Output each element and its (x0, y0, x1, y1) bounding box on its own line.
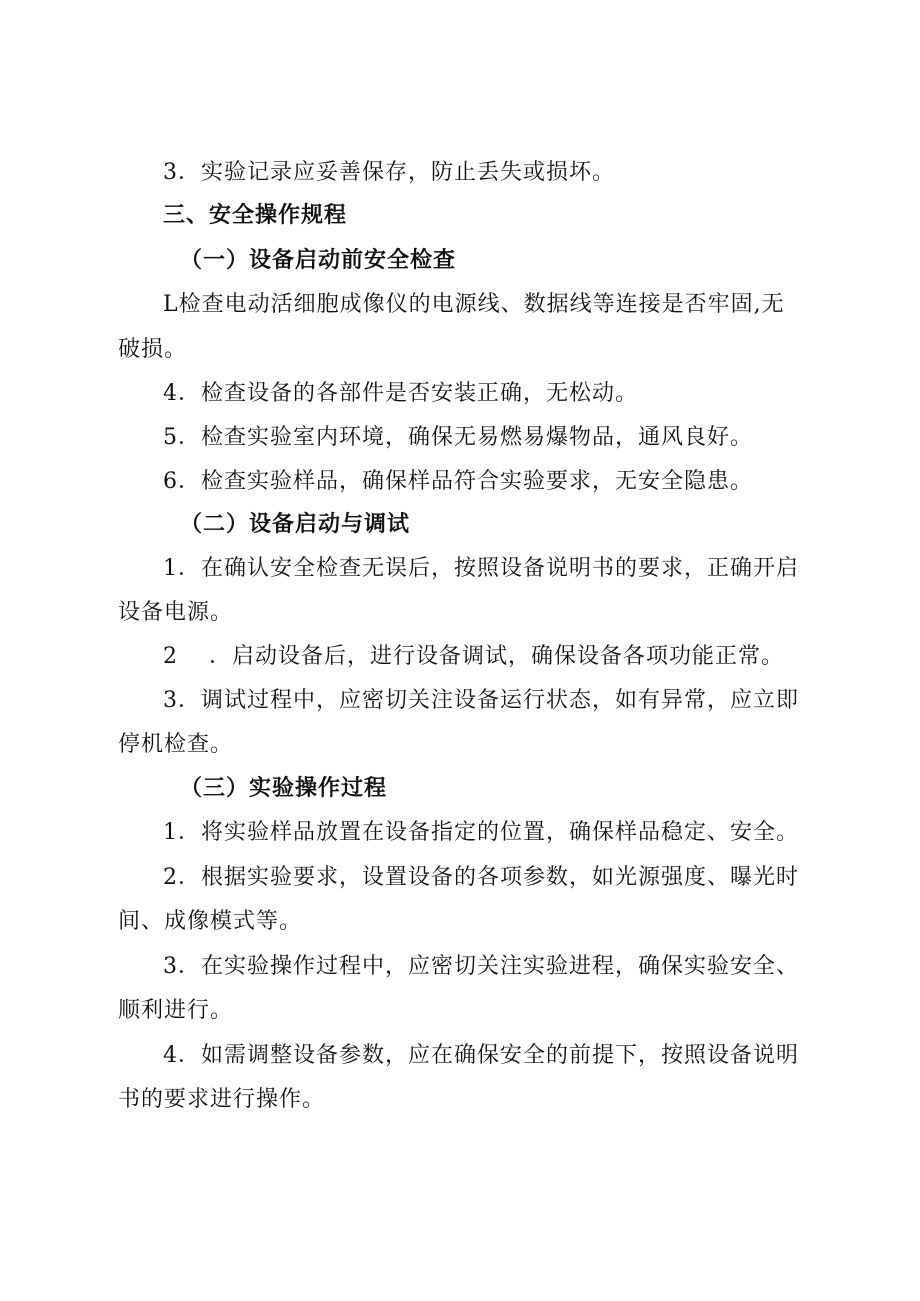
paragraph-startup-item-3-cont: 停机检查。 (118, 732, 234, 757)
paragraph-startup-item-1-cont: 设备电源。 (118, 600, 234, 625)
paragraph-startup-item-3: 3．调试过程中，应密切关注设备运行状态，如有异常，应立即 (163, 688, 799, 713)
paragraph-process-item-4: 4．如需调整设备参数，应在确保安全的前提下，按照设备说明 (163, 1043, 799, 1068)
paragraph-process-item-2: 2．根据实验要求，设置设备的各项参数，如光源强度、曝光时 (163, 865, 799, 890)
subsection-heading-experiment-process: （三）实验操作过程 (180, 776, 388, 801)
paragraph-item-5-environment-check: 5．检查实验室内环境，确保无易燃易爆物品，通风良好。 (163, 425, 753, 450)
paragraph-item-1-cable-check: L检查电动活细胞成像仪的电源线、数据线等连接是否牢固,无 (163, 292, 785, 317)
paragraph-item-1-cable-check-cont: 破损。 (118, 337, 188, 362)
paragraph-item-6-sample-check: 6．检查实验样品，确保样品符合实验要求，无安全隐患。 (163, 469, 753, 494)
subsection-heading-startup-debug: （二）设备启动与调试 (180, 512, 411, 537)
subsection-heading-pre-start-check: （一）设备启动前安全检查 (180, 248, 457, 273)
paragraph-process-item-3: 3．在实验操作过程中，应密切关注实验进程，确保实验安全、 (163, 954, 799, 979)
paragraph-startup-item-1: 1．在确认安全检查无误后，按照设备说明书的要求，正确开启 (163, 556, 799, 581)
paragraph-startup-item-2: 2 ．启动设备后，进行设备调试，确保设备各项功能正常。 (163, 644, 784, 669)
section-heading-safety-rules: 三、安全操作规程 (163, 203, 348, 228)
paragraph-item-4-parts-check: 4．检查设备的各部件是否安装正确，无松动。 (163, 381, 638, 406)
paragraph-process-item-3-cont: 顺利进行。 (118, 998, 234, 1023)
paragraph-process-item-2-cont: 间、成像模式等。 (118, 909, 303, 934)
paragraph-process-item-4-cont: 书的要求进行操作。 (118, 1087, 326, 1112)
paragraph-process-item-1: 1．将实验样品放置在设备指定的位置，确保样品稳定、安全。 (163, 820, 799, 845)
paragraph-item-3-record-keeping: 3．实验记录应妥善保存，防止丢失或损坏。 (163, 160, 615, 185)
